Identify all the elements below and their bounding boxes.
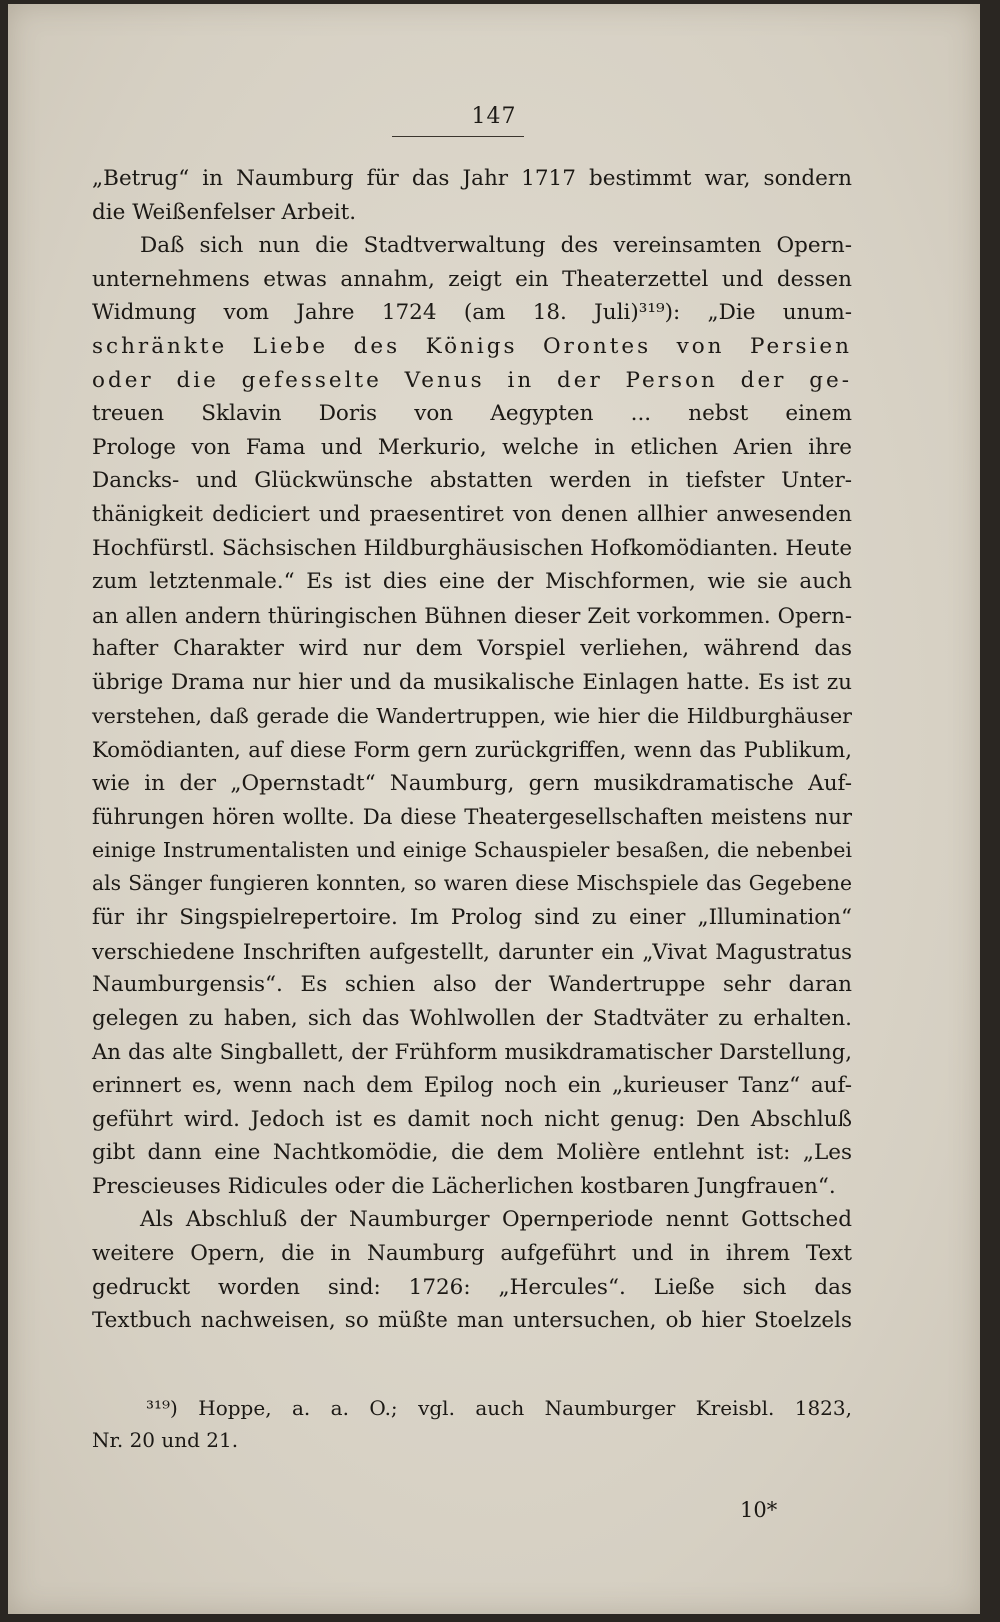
text-line: Dancks- und Glückwünsche abstatten werden in tiefster Unter- (92, 468, 852, 494)
text-line: thänigkeit dediciert und praesentiret von denen allhier anwesenden (92, 501, 852, 527)
text-line: führungen hören wollte. Da diese Theatergesellschaften meistens nur (92, 804, 852, 830)
text-line: Prologe von Fama und Merkurio, welche in etlichen Arien ihre (92, 434, 852, 460)
text-line: verschiedene Inschriften aufgestellt, darunter ein „Vivat Magustratus (92, 938, 852, 964)
text-line: weitere Opern, die in Naumburg aufgeführt und in ihrem Text (92, 1241, 852, 1266)
footnotes (92, 1392, 852, 1456)
text-line: Hochfürstl. Sächsischen Hildburghäusischen Hofkomödianten. Heute (92, 535, 853, 561)
text-line: für ihr Singspielrepertoire. Im Prolog sind zu einer „Illumination“ (92, 905, 852, 931)
text-line: treuen Sklavin Doris von Aegypten ... nebst einem (92, 401, 852, 427)
text-line: übrige Drama nur hier und da musikalische Einlagen hatte. Es ist zu (92, 669, 852, 695)
header-rule (392, 136, 524, 137)
text-line: erinnert es, wenn nach dem Epilog noch ein „kurieuser Tanz“ auf- (92, 1073, 852, 1099)
text-line: geführt wird. Jedoch ist es damit noch nicht genug: Den Abschluß (92, 1106, 852, 1132)
signature-mark: 10* (740, 1498, 778, 1522)
text-line: Naumburgensis“. Es schien also der Wandertruppe sehr daran (92, 972, 852, 998)
text-line: wie in der „Opernstadt“ Naumburg, gern musikdramatische Auf- (92, 770, 852, 796)
text-line: unternehmens etwas annahm, zeigt ein Theaterzettel und dessen (92, 266, 852, 292)
text-line: oder die gefesselte Venus in der Person der ge- (92, 367, 852, 393)
text-line: zum letztenmale.“ Es ist dies eine der Mischformen, wie sie auch (92, 569, 852, 595)
text-line: einige Instrumentalisten und einige Schauspieler besaßen, die nebenbei (92, 837, 852, 862)
body-text (92, 162, 852, 1338)
text-line: schränkte Liebe des Königs Orontes von Persien (92, 333, 852, 359)
text-line: gelegen zu haben, sich das Wohlwollen der Stadtväter zu erhalten. (92, 1005, 852, 1031)
text-line: verstehen, daß gerade die Wandertruppen, wie hier die Hildburghäuser (92, 703, 852, 728)
text-line: an allen andern thüringischen Bühnen dieser Zeit vorkommen. Opern- (92, 602, 852, 628)
text-line: Daß sich nun die Stadtverwaltung des vereinsamten Opern- (140, 233, 852, 259)
text-line: Textbuch nachweisen, so müßte man untersuchen, ob hier Stoelzels (92, 1308, 852, 1334)
text-line: „Betrug“ in Naumburg für das Jahr 1717 bestimmt war, sondern (92, 166, 852, 191)
text-line: An das alte Singballett, der Frühform musikdramatischer Darstellung, (92, 1039, 852, 1065)
text-line: gedruckt worden sind: 1726: „Hercules“. Ließe sich das (92, 1274, 852, 1300)
text-line: gibt dann eine Nachtkomödie, die dem Molière entlehnt ist: „Les (92, 1140, 852, 1166)
footnote-line: Nr. 20 und 21. (92, 1428, 239, 1452)
text-line: hafter Charakter wird nur dem Vorspiel verliehen, während das (92, 636, 852, 662)
book-page (8, 4, 980, 1614)
text-line: Als Abschluß der Naumburger Opernperiode nennt Gottsched (140, 1207, 852, 1233)
text-line: Komödianten, auf diese Form gern zurückgriffen, wenn das Publikum, (92, 737, 852, 763)
text-line: als Sänger fungieren konnten, so waren diese Mischspiele das Gegebene (92, 871, 852, 896)
page-number: 147 (471, 104, 517, 129)
text-line: Prescieuses Ridicules oder die Lächerlichen kostbaren Jungfrauen“. (92, 1173, 836, 1199)
footnote-line: ³¹⁹) Hoppe, a. a. O.; vgl. auch Naumburger Kreisbl. 1823, (146, 1396, 852, 1420)
text-line: die Weißenfelser Arbeit. (92, 199, 357, 225)
text-line: Widmung vom Jahre 1724 (am 18. Juli)³¹⁹): „Die unum- (92, 300, 852, 326)
